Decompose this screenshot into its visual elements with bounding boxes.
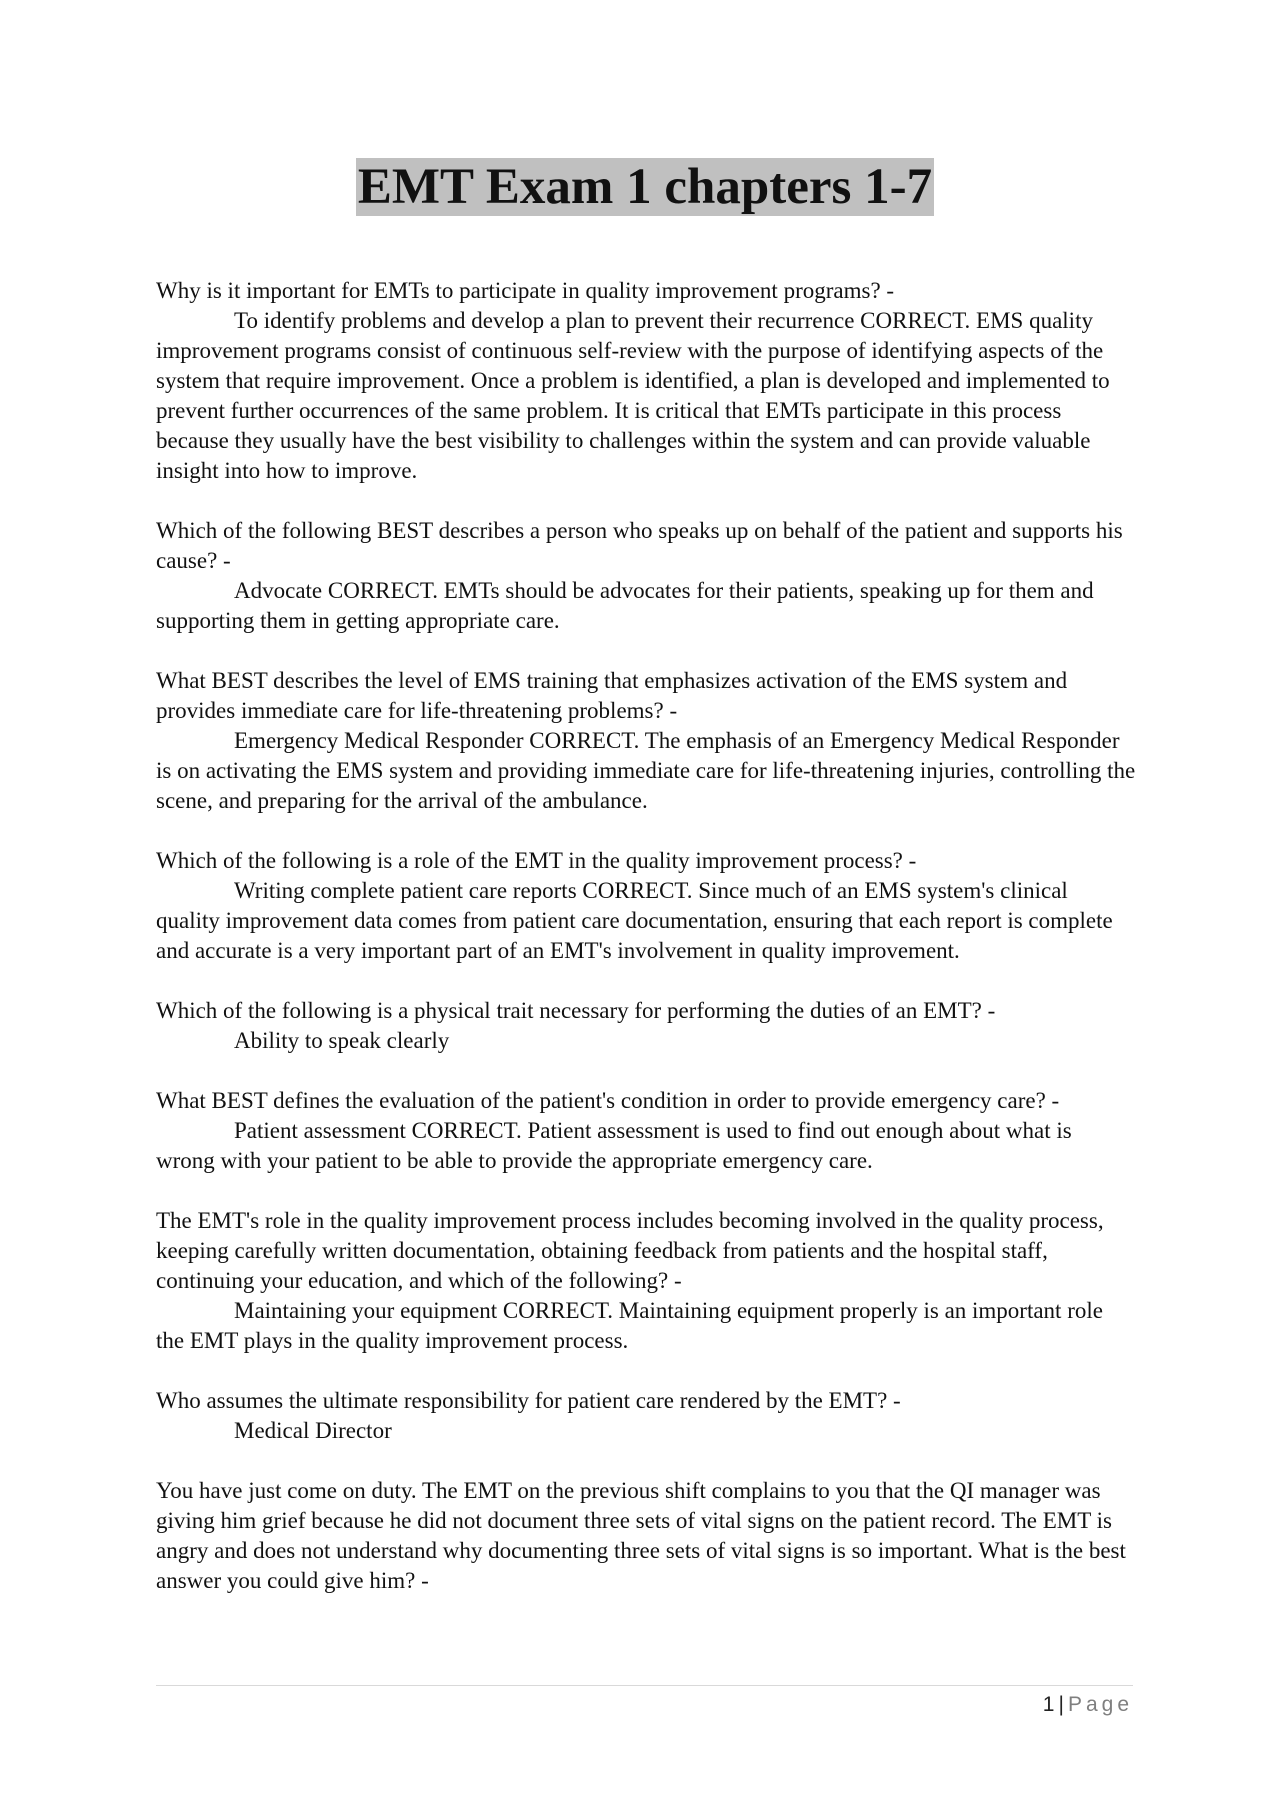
- footer-separator: |: [1058, 1693, 1064, 1716]
- question-text: You have just come on duty. The EMT on the previous shift complains to you that the QI manager was giving him grief because he did not document three sets of vital signs on the patient record. The EMT is angry and does not understand why documenting three sets of vital signs is so important. What is the best answer you could give him? -: [156, 1478, 1126, 1593]
- qa-item: [156, 846, 1136, 966]
- qa-item: [156, 276, 1136, 486]
- qa-item: [156, 516, 1136, 636]
- qa-item: [156, 1476, 1136, 1596]
- question-text: Why is it important for EMTs to participate in quality improvement programs? -: [156, 278, 895, 303]
- question-text: The EMT's role in the quality improvement process includes becoming involved in the quality process, keeping carefully written documentation, obtaining feedback from patients and the hospital staff, continuing your education, and which of the following? -: [156, 1208, 1104, 1293]
- answer-text: Medical Director: [234, 1418, 392, 1443]
- qa-item: [156, 996, 1136, 1056]
- question-text: What BEST defines the evaluation of the patient's condition in order to provide emergency care? -: [156, 1088, 1060, 1113]
- answer-text: Ability to speak clearly: [234, 1028, 450, 1053]
- page-title: EMT Exam 1 chapters 1-7: [357, 159, 933, 215]
- question-text: What BEST describes the level of EMS training that emphasizes activation of the EMS system and provides immediate care for life-threatening problems? -: [156, 668, 1068, 723]
- footer-divider: [156, 1685, 1133, 1686]
- qa-item: [156, 1086, 1136, 1176]
- qa-list: [156, 276, 1136, 1626]
- answer-text: To identify problems and develop a plan to prevent their recurrence CORRECT. EMS quality improvement programs consist of continuous self-review with the purpose of identifying aspects of the system that require improvement. Once a problem is identified, a plan is developed and implemented to prevent further occurrences of the same problem. It is critical that EMTs participate in this process because they usually have the best visibility to challenges within the system and can provide valuable insight into how to improve.: [156, 308, 1110, 483]
- question-text: Who assumes the ultimate responsibility for patient care rendered by the EMT? -: [156, 1388, 901, 1413]
- answer-text: Writing complete patient care reports CORRECT. Since much of an EMS system's clinical quality improvement data comes from patient care documentation, ensuring that each report is complete and accurate is a very important part of an EMT's involvement in quality improvement.: [156, 878, 1113, 963]
- qa-item: [156, 1386, 1136, 1446]
- qa-item: [156, 1206, 1136, 1356]
- answer-text: Advocate CORRECT. EMTs should be advocates for their patients, speaking up for them and supporting them in getting appropriate care.: [156, 578, 1094, 633]
- answer-text: Emergency Medical Responder CORRECT. The emphasis of an Emergency Medical Responder is on activating the EMS system and providing immediate care for life-threatening injuries, controlling the scene, and preparing for the arrival of the ambulance.: [156, 728, 1136, 813]
- question-text: Which of the following is a role of the EMT in the quality improvement process? -: [156, 848, 917, 873]
- answer-text: Maintaining your equipment CORRECT. Maintaining equipment properly is an important role the EMT plays in the quality improvement process.: [156, 1298, 1103, 1353]
- page-number: 1: [1042, 1693, 1055, 1716]
- answer-text: Patient assessment CORRECT. Patient assessment is used to find out enough about what is wrong with your patient to be able to provide the appropriate emergency care.: [156, 1118, 1072, 1173]
- question-text: Which of the following BEST describes a person who speaks up on behalf of the patient and supports his cause? -: [156, 518, 1123, 573]
- title-block: [0, 158, 1280, 216]
- question-text: Which of the following is a physical trait necessary for performing the duties of an EMT? -: [156, 998, 996, 1023]
- page-footer: [1043, 1692, 1133, 1718]
- page-label: Page: [1067, 1693, 1133, 1716]
- qa-item: [156, 666, 1136, 816]
